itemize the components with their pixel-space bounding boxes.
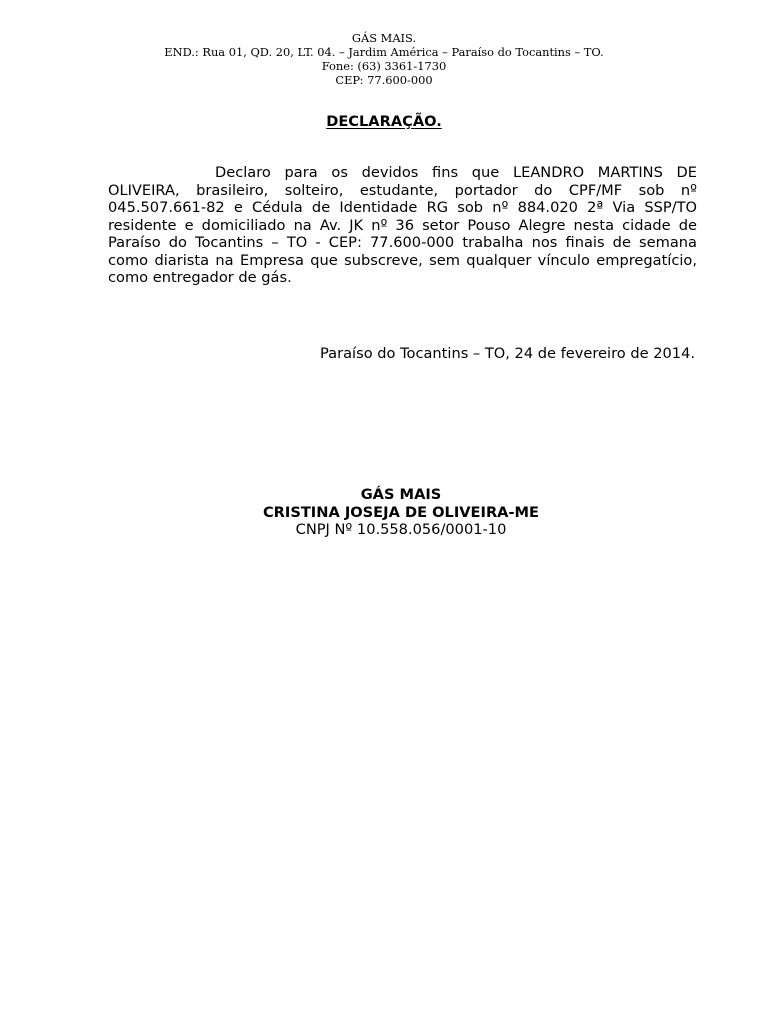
signature-cnpj: CNPJ Nº 10.558.056/0001-10 <box>295 521 507 538</box>
date-line: Paraíso do Tocantins – TO, 24 de fevereiro de 2014. <box>320 345 695 362</box>
letterhead-cep: CEP: 77.600-000 <box>335 73 433 87</box>
signature-block <box>0 486 768 539</box>
letterhead-address: END.: Rua 01, QD. 20, LT. 04. – Jardim América – Paraíso do Tocantins – TO. <box>164 45 604 59</box>
letterhead-company: GÁS MAIS. <box>351 31 417 45</box>
document-title: DECLARAÇÃO. <box>326 113 442 130</box>
signature-company: GÁS MAIS <box>360 486 442 503</box>
letterhead-phone: Fone: (63) 3361-1730 <box>321 59 447 73</box>
declaration-body: Declaro para os devidos fins que LEANDRO MARTINS DE OLIVEIRA, brasileiro, solteiro, estudante, portador do CPF/MF sob nº 045.507.661-82 e Cédula de Identidade RG sob nº 884.020 2ª Via SSP/TO residente e domiciliado na Av. JK nº 36 setor Pouso Alegre nesta cidade de Paraíso do Tocantins – TO - CEP: 77.600-000 trabalha nos finais de semana como diarista na Empresa que subscreve, sem qualquer vínculo empregatício, como entregador de gás. <box>108 164 697 286</box>
signature-owner: CRISTINA JOSEJA DE OLIVEIRA-ME <box>262 503 540 521</box>
letterhead <box>0 31 768 87</box>
